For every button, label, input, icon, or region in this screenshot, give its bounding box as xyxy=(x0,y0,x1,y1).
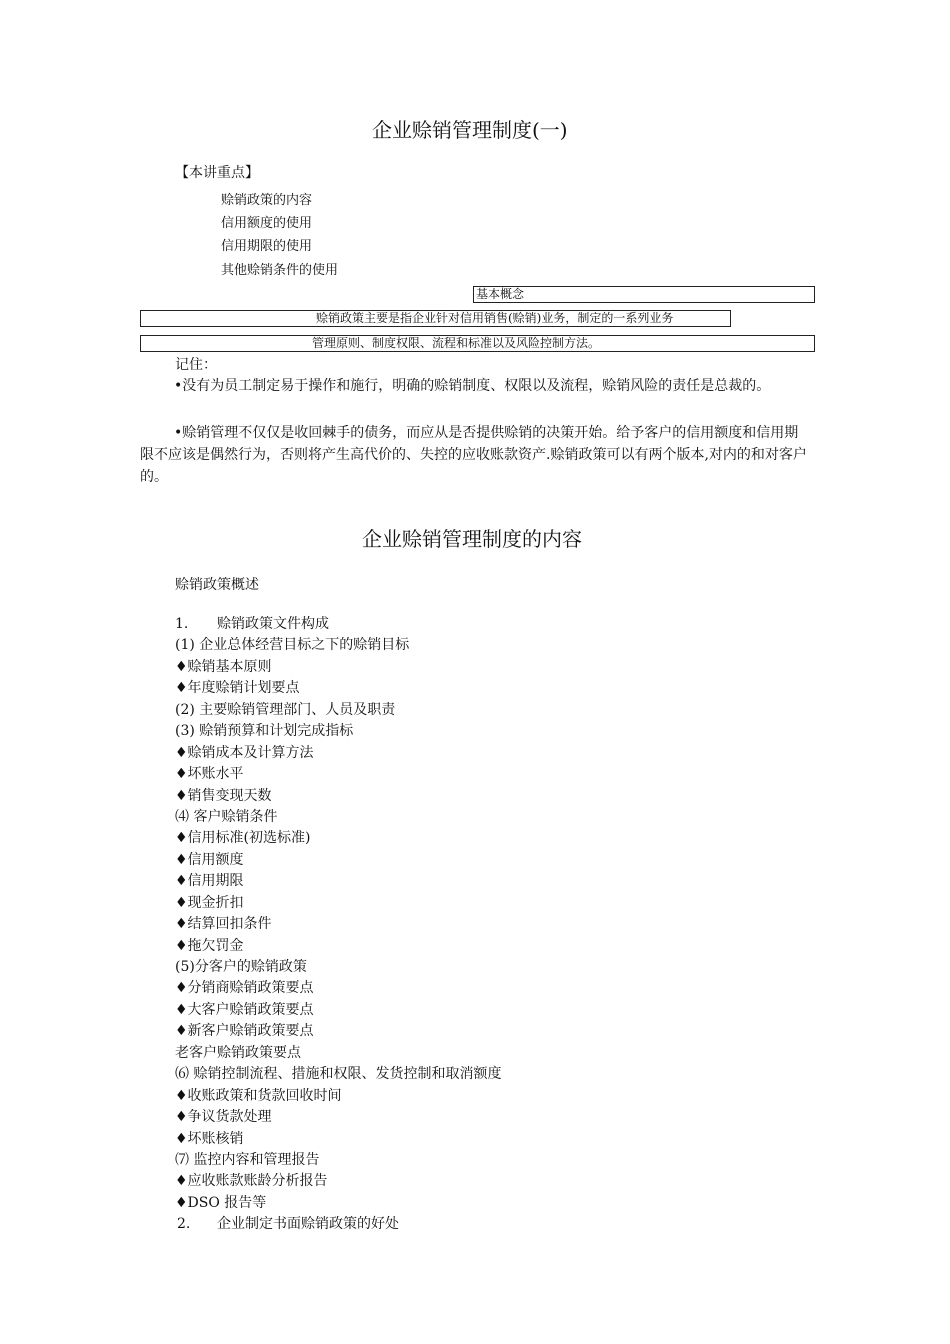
concept-line1-box xyxy=(140,310,731,327)
key-point-item: 信用额度的使用 xyxy=(221,216,313,231)
list-item: ♦拖欠罚金 xyxy=(175,937,244,954)
list-item: ♦收账政策和货款回收时间 xyxy=(175,1087,342,1104)
list-item: ♦分销商赊销政策要点 xyxy=(175,980,314,997)
section-1-heading xyxy=(175,614,501,635)
list-item: ♦结算回扣条件 xyxy=(175,916,272,933)
section-1-number: 1. xyxy=(175,616,189,632)
section-title: 企业赊销管理制度的内容 xyxy=(362,527,582,551)
list-item: ♦信用额度 xyxy=(175,851,244,868)
list-item: ♦赊销成本及计算方法 xyxy=(175,744,314,761)
key-points-heading: 【本讲重点】 xyxy=(175,165,259,181)
concept-line2: 管理原则、制度权限、流程和标准以及风险控制方法。 xyxy=(312,336,601,350)
list-item: ⑺ 监控内容和管理报告 xyxy=(175,1151,320,1168)
content-list xyxy=(175,614,501,1236)
list-item: 老客户赊销政策要点 xyxy=(175,1044,301,1061)
concept-line2-box xyxy=(140,335,815,352)
list-item: (1) 企业总体经营目标之下的赊销目标 xyxy=(175,637,410,654)
list-item: ♦信用标准(初选标准) xyxy=(175,830,311,847)
list-item: ♦销售变现天数 xyxy=(175,787,272,804)
list-item: ♦争议货款处理 xyxy=(175,1109,272,1126)
concept-line1: 赊销政策主要是指企业针对信用销售(赊销)业务，制定的一系列业务 xyxy=(316,311,674,325)
concept-label: 基本概念 xyxy=(476,287,525,301)
list-item: ♦赊销基本原则 xyxy=(175,658,272,675)
list-item: ⑷ 客户赊销条件 xyxy=(175,808,278,825)
key-point-item: 信用期限的使用 xyxy=(221,239,313,254)
list-item: ♦坏账水平 xyxy=(175,766,244,783)
section-2-heading xyxy=(175,1214,501,1235)
remember-paragraph-1: •没有为员工制定易于操作和施行，明确的赊销制度、权限以及流程，赊销风险的责任是总裁的。 xyxy=(174,378,771,394)
list-item: ♦现金折扣 xyxy=(175,894,244,911)
section-2-text: 企业制定书面赊销政策的好处 xyxy=(217,1216,399,1233)
overview-heading: 赊销政策概述 xyxy=(175,577,259,593)
list-item: ♦信用期限 xyxy=(175,873,244,890)
remember-paragraph-2: •赊销管理不仅仅是收回棘手的债务，而应从是否提供赊销的决策开始。给予客户的信用额度和信用期限不应该是偶然行为，否则将产生高代价的、失控的应收账款资产.赊销政策可以有两个版本,对内的和对客户的。 xyxy=(140,425,807,485)
list-item: ♦应收账款账龄分析报告 xyxy=(175,1173,328,1190)
section-2-number: 2. xyxy=(177,1216,191,1233)
remember-label: 记住： xyxy=(175,357,217,373)
list-item: ♦年度赊销计划要点 xyxy=(175,680,300,697)
list-item: ♦新客户赊销政策要点 xyxy=(175,1023,314,1040)
list-item: (3) 赊销预算和计划完成指标 xyxy=(175,723,354,740)
list-item: (5)分客户的赊销政策 xyxy=(175,959,307,975)
key-point-item: 赊销政策的内容 xyxy=(221,193,313,208)
list-item: (2) 主要赊销管理部门、人员及职责 xyxy=(175,701,396,718)
list-item: ⑹ 赊销控制流程、措施和权限、发货控制和取消额度 xyxy=(175,1066,502,1083)
key-point-item: 其他赊销条件的使用 xyxy=(221,263,339,278)
concept-label-box xyxy=(473,286,815,303)
list-item: ♦DSO 报告等 xyxy=(175,1194,267,1211)
list-item: ♦大客户赊销政策要点 xyxy=(175,1001,314,1018)
page-title: 企业赊销管理制度(一) xyxy=(372,118,568,142)
list-item: ♦坏账核销 xyxy=(175,1130,244,1147)
section-1-text: 赊销政策文件构成 xyxy=(217,616,329,632)
